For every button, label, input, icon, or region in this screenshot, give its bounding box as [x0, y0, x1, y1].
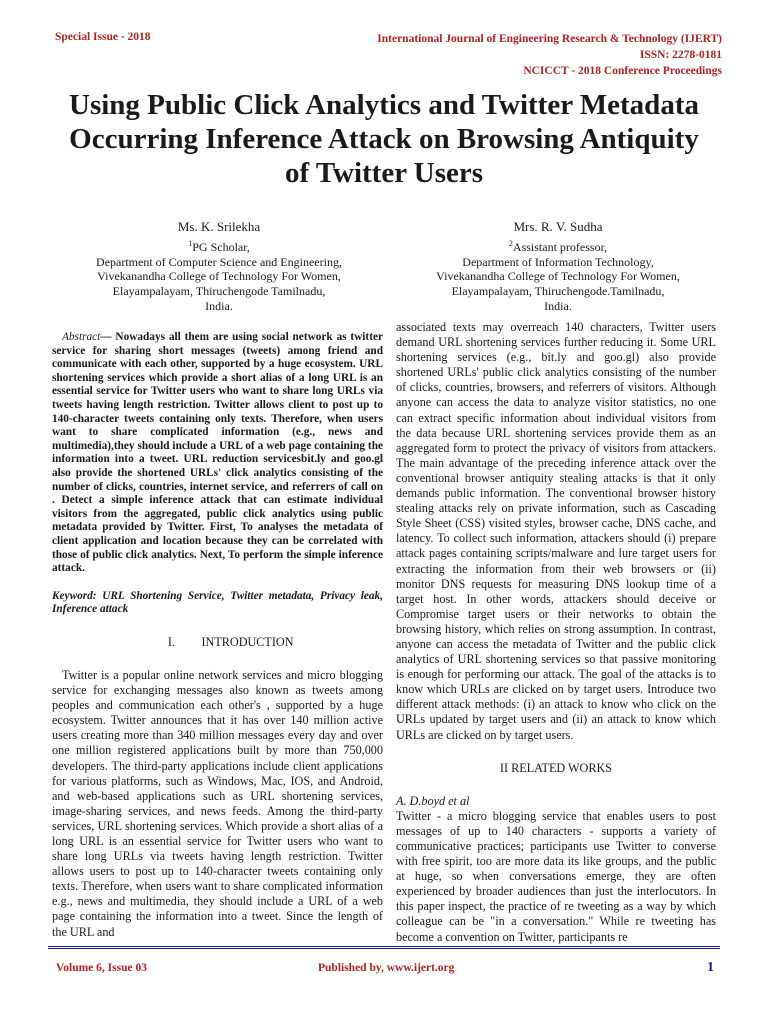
author-department: Department of Computer Science and Engineering,	[96, 254, 342, 269]
page-number: 1	[707, 960, 714, 975]
journal-issn: ISSN: 2278-0181	[639, 49, 722, 61]
header-issue: Special Issue - 2018	[55, 31, 151, 43]
abstract-label: Abstract	[62, 331, 101, 343]
abstract-text: — Nowadays all them are using social network as twitter service for sharing short messages (tweets) among friend and communicate with each other, supported by a huge ecosystem. URL shortening services which provide a short alias of a long URL is an essential service for Twitter users who want to share long URLs via tweets having length restriction. Twitter allows client to post up to 140-character tweets containing only texts. Therefore, when users want to share complicated information (e.g., news and multimedia),they should include a URL of a web page containing the information into a tweet. URL reduction servicesbit.ly and goo.gl also provide the shortened URLs' click analytics consisting of the number of clicks, countries, internet service, and referrers of call on . Detect a simple inference attack that can estimate individual visitors from the aggregated, public click analytics using public metadata provided by Twitter. First, To analyses the metadata of client application and location because they can be correlated with those of public click analytics. Next, To perform the simple inference attack.	[52, 331, 383, 575]
section-heading-introduction: I. INTRODUCTION	[167, 634, 294, 649]
introduction-continuation: associated texts may overreach 140 characters, Twitter users demand URL shortening services further reducing it. Some URL shortening services (e.g., bit.ly and goo.gl) also provide shortened URLs' public click analytics consisting of the number of clicks, countries, browsers, and referrers of visitors. Although anyone can access the data to analyze visitor statistics, no one can extract specific information about individual visitors from the data because URL shortening services provide them as an aggregated form to protect the privacy of visitors from attackers. The main advantage of the preceding inference attack over the conventional browser antiquity stealing attacks is that it only demands public information. The conventional browser history stealing attacks rely on private information, such as Cascading Style Sheet (CSS) visited styles, browser cache, DNS cache, and latency. To collect such information, attackers should (i) prepare attack pages containing scripts/malware and lure target users for extracting the information from their web browsers or (ii) monitor DNS requests for measuring DNS lookup time of a target host. In other words, attackers should deceive or Compromise target users or their networks to obtain the browsing history, which relies on strong assumption. In contrast, anyone can access the metadata of Twitter and the public click analytics of URL shortening services so that passive monitoring is enough for performing our attack. The goal of the attacks is to know which URLs are clicked on by target users. Introduce two different attack methods: (i) an attack to know who click on the URLs updated by target users and (ii) an attack to know which URLs are clicked on by target users.	[396, 320, 716, 742]
footer-publisher: Published by, www.ijert.org	[318, 962, 455, 974]
author-location: Elayampalayam, Thiruchengode Tamilnadu,	[112, 284, 326, 299]
author-role: $^1$PG Scholar,	[188, 238, 250, 254]
author-department: Department of Information Technology,	[462, 254, 654, 269]
journal-name: International Journal of Engineering Research & Technology (IJERT)	[377, 33, 722, 45]
conference-proceedings: NCICCT - 2018 Conference Proceedings	[523, 65, 722, 77]
section-heading-related-works: II RELATED WORKS	[499, 760, 613, 775]
introduction-text: Twitter is a popular online network services and micro blogging service for exchanging messages also known as tweets among peoples and communication each other's , supported by a huge ecosystem. Twitter announces that it has over 140 million active users creating more than 340 million messages every day and over one million registered applications built by more than 750,000 developers. The third-party applications include client applications for various platforms, such as Windows, Mac, IOS, and Android, and web-based applications such as URL shortening services, image-sharing services, and news feeds. Among the third-party services, URL shortening services. Which provide a short alias of a long URL is an essential service for Twitter users who want to share long URLs via tweets having length restriction. Twitter allows users to post up to 140-character tweets containing only texts. Therefore, when users want to share complicated information e.g., news and multimedia, they should include a URL of a web page containing the information into a tweet. Since the length of the URL and	[52, 667, 383, 939]
subsection-heading: A. D.boyd et al	[396, 793, 470, 808]
author-college: Vivekanandha College of Technology For Women,	[97, 269, 341, 284]
left-column	[52, 331, 383, 940]
right-column	[396, 320, 716, 945]
author-role: $^2$Assistant professor,	[508, 238, 608, 254]
author-name: Mrs. R. V. Sudha	[513, 219, 603, 234]
author-location: Elayampalayam, Thiruchengode.Tamilnadu,	[451, 284, 665, 299]
author-block-2	[398, 220, 718, 314]
abstract	[52, 331, 383, 576]
author-block-1	[60, 220, 378, 314]
keywords: Keyword: URL Shortening Service, Twitter metadata, Privacy leak, Inference attack	[52, 589, 383, 616]
footer-volume: Volume 6, Issue 03	[56, 962, 147, 974]
related-works-text: Twitter - a micro blogging service that enables users to post messages of up to 140 characters - supports a variety of communicative practices; participants use Twitter to converse with free spirit, too are more data its like groups, and the public at huge, so when conversations emerge, they are often experienced by broader audiences than just the interlocutors. In this paper inspect, the practice of re tweeting as a way by which colleague can be "in a conversation." While re tweeting has become a convention on Twitter, participants re	[396, 808, 716, 944]
paper-title: Using Public Click Analytics and Twitter Metadata Occurring Inference Attack on Browsing Antiquity of Twitter Users	[69, 89, 699, 189]
author-college: Vivekanandha College of Technology For Women,	[436, 269, 680, 284]
author-name: Ms. K. Srilekha	[177, 219, 261, 234]
author-country: India.	[544, 298, 572, 313]
footer-rule	[48, 946, 720, 949]
author-country: India.	[205, 298, 233, 313]
header-journal-info	[377, 31, 722, 79]
